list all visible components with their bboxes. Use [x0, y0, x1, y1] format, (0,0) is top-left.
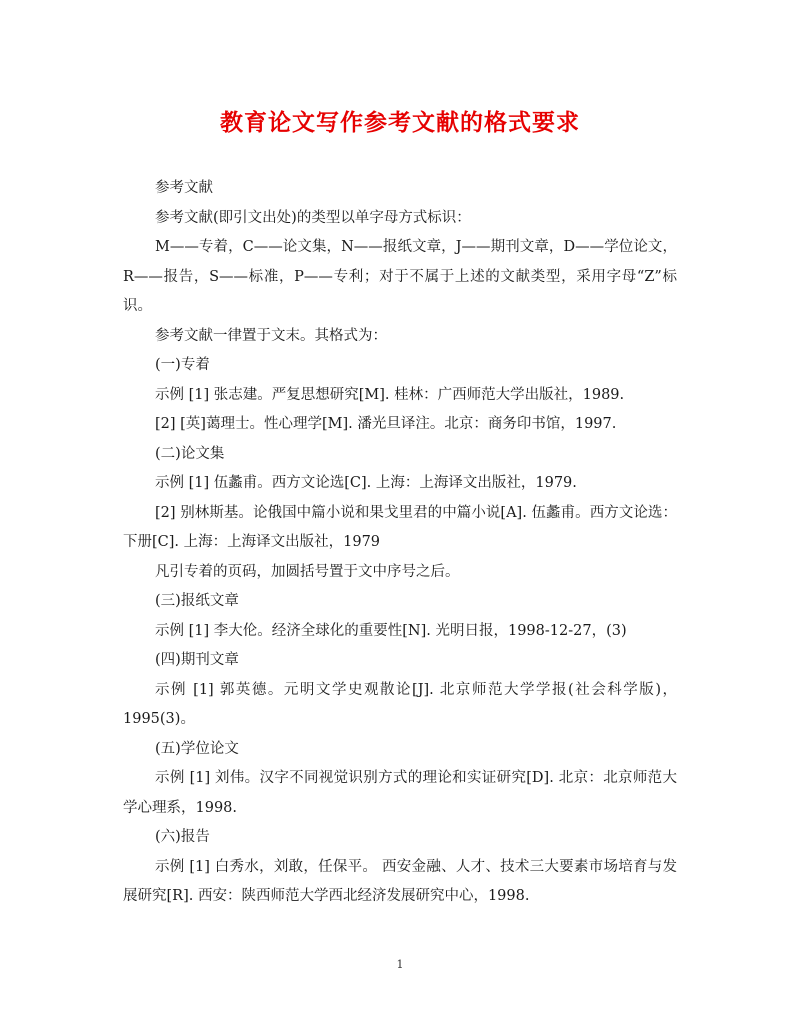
section-heading: (二)论文集 — [155, 445, 225, 462]
document-body — [123, 174, 677, 912]
reference-entry: 示例 [1] 郭英德。元明文学史观散论[J]. 北京师范大学学报(社会科学版)，1995(3)。 — [123, 681, 677, 727]
reference-entry: 示例 [1] 伍蠡甫。西方文论选[C]. 上海：上海译文出版社，1979. — [155, 475, 577, 491]
reference-entry: 示例 [1] 刘伟。汉字不同视觉识别方式的理论和实证研究[D]. 北京：北京师范大学心理系，1998. — [123, 770, 677, 816]
document-title: 教育论文写作参考文献的格式要求 — [220, 109, 580, 136]
reference-entry: 示例 [1] 李大伦。经济全球化的重要性[N]. 光明日报，1998-12-27，(3) — [155, 622, 627, 639]
section-heading: (四)期刊文章 — [155, 652, 239, 668]
section-heading: (五)学位论文 — [155, 740, 239, 757]
paragraph: 参考文献 — [155, 180, 213, 196]
reference-entry: 示例 [1] 白秀水，刘敢，任保平。 西安金融、人才、技术三大要素市场培育与发展研究[R]. 西安：陕西师范大学西北经济发展研究中心，1998. — [123, 858, 677, 904]
reference-entry: 示例 [1] 张志建。严复思想研究[M]. 桂林：广西师范大学出版社，1989. — [155, 386, 625, 403]
section-heading: (六)报告 — [155, 829, 210, 845]
page-number: 1 — [396, 958, 404, 971]
paragraph: 凡引专着的页码，加圆括号置于文中序号之后。 — [155, 563, 460, 580]
section-heading: (一)专着 — [155, 357, 210, 373]
paragraph: 参考文献(即引文出处)的类型以单字母方式标识： — [155, 209, 471, 226]
section-heading: (三)报纸文章 — [155, 593, 239, 609]
paragraph: M——专着，C——论文集，N——报纸文章，J——期刊文章，D——学位论文，R——报告，S——标准，P——专利；对于不属于上述的文献类型，采用字母“Z”标识。 — [123, 239, 677, 314]
paragraph: 参考文献一律置于文末。其格式为： — [155, 327, 387, 344]
reference-entry: [2] [英]蔼理士。性心理学[M]. 潘光旦译注。北京：商务印书馆，1997. — [155, 416, 617, 432]
reference-entry: [2] 别林斯基。论俄国中篇小说和果戈里君的中篇小说[A]. 伍蠡甫。西方文论选：下册[C]. 上海：上海译文出版社，1979 — [123, 504, 677, 550]
